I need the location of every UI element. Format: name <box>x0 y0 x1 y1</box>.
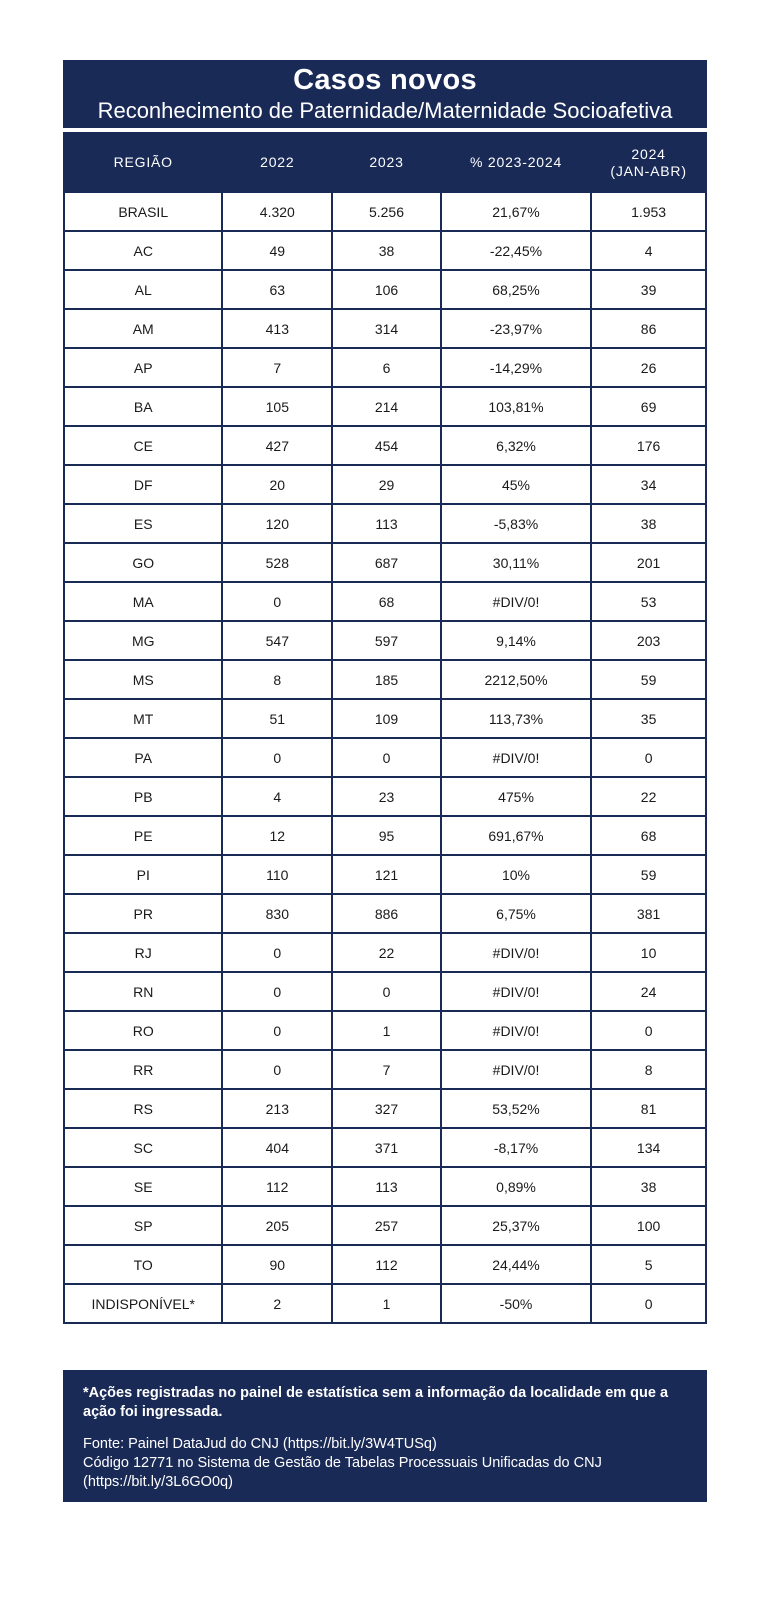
cases-table <box>63 132 707 1324</box>
cell-2023: 454 <box>332 426 441 465</box>
cell-percent-change: #DIV/0! <box>441 1011 591 1050</box>
cell-2024: 24 <box>591 972 706 1011</box>
cell-2022: 205 <box>222 1206 332 1245</box>
cell-2022: 8 <box>222 660 332 699</box>
cell-2024: 38 <box>591 504 706 543</box>
footnote-text: *Ações registradas no painel de estatística sem a informação da localidade em que a ação foi ingressada. <box>83 1385 669 1420</box>
table-row <box>64 972 706 1011</box>
cell-percent-change: #DIV/0! <box>441 972 591 1011</box>
data-table-container <box>63 132 707 1324</box>
cell-2024: 35 <box>591 699 706 738</box>
cell-2023: 1 <box>332 1284 441 1323</box>
cell-region: SC <box>64 1128 222 1167</box>
cell-2023: 327 <box>332 1089 441 1128</box>
cell-2023: 95 <box>332 816 441 855</box>
table-row <box>64 1089 706 1128</box>
cell-2022: 49 <box>222 231 332 270</box>
table-row <box>64 621 706 660</box>
table-row <box>64 1050 706 1089</box>
cell-region: SP <box>64 1206 222 1245</box>
table-row <box>64 1284 706 1323</box>
cell-region: RS <box>64 1089 222 1128</box>
cell-2023: 22 <box>332 933 441 972</box>
cell-2024: 203 <box>591 621 706 660</box>
table-row <box>64 855 706 894</box>
cell-region: MS <box>64 660 222 699</box>
cell-2022: 0 <box>222 972 332 1011</box>
cell-percent-change: 53,52% <box>441 1089 591 1128</box>
cell-percent-change: 6,32% <box>441 426 591 465</box>
table-row <box>64 309 706 348</box>
cell-2024: 0 <box>591 1284 706 1323</box>
cell-2024: 81 <box>591 1089 706 1128</box>
cell-2023: 7 <box>332 1050 441 1089</box>
cell-percent-change: -14,29% <box>441 348 591 387</box>
title-banner <box>63 60 707 128</box>
table-row <box>64 660 706 699</box>
cell-2022: 12 <box>222 816 332 855</box>
cell-2022: 120 <box>222 504 332 543</box>
cell-percent-change: 475% <box>441 777 591 816</box>
header-2022: 2022 <box>222 133 332 192</box>
cell-2024: 26 <box>591 348 706 387</box>
cell-2023: 0 <box>332 738 441 777</box>
table-row <box>64 933 706 972</box>
cell-percent-change: 2212,50% <box>441 660 591 699</box>
cell-percent-change: 21,67% <box>441 192 591 231</box>
cell-percent-change: 9,14% <box>441 621 591 660</box>
cell-percent-change: -23,97% <box>441 309 591 348</box>
cell-region: RN <box>64 972 222 1011</box>
table-row <box>64 1245 706 1284</box>
cell-percent-change: 691,67% <box>441 816 591 855</box>
cell-2023: 38 <box>332 231 441 270</box>
sources <box>83 1435 689 1492</box>
cell-2022: 112 <box>222 1167 332 1206</box>
table-row <box>64 192 706 231</box>
cell-2023: 0 <box>332 972 441 1011</box>
cell-percent-change: 10% <box>441 855 591 894</box>
table-row <box>64 1167 706 1206</box>
table-row <box>64 699 706 738</box>
cell-2022: 110 <box>222 855 332 894</box>
cell-2024: 4 <box>591 231 706 270</box>
cell-2022: 105 <box>222 387 332 426</box>
cell-region: GO <box>64 543 222 582</box>
table-row <box>64 816 706 855</box>
cell-region: INDISPONÍVEL* <box>64 1284 222 1323</box>
cell-region: AC <box>64 231 222 270</box>
cell-percent-change: #DIV/0! <box>441 582 591 621</box>
cell-region: MA <box>64 582 222 621</box>
cell-region: MT <box>64 699 222 738</box>
table-row <box>64 504 706 543</box>
cell-percent-change: -22,45% <box>441 231 591 270</box>
table-row <box>64 1128 706 1167</box>
cell-2023: 5.256 <box>332 192 441 231</box>
table-row <box>64 543 706 582</box>
cell-2022: 0 <box>222 1011 332 1050</box>
cell-2022: 0 <box>222 738 332 777</box>
cell-percent-change: 30,11% <box>441 543 591 582</box>
table-row <box>64 894 706 933</box>
cell-region: PA <box>64 738 222 777</box>
cell-percent-change: 68,25% <box>441 270 591 309</box>
cell-2022: 4.320 <box>222 192 332 231</box>
cell-region: BA <box>64 387 222 426</box>
table-row <box>64 1011 706 1050</box>
table-row <box>64 426 706 465</box>
cell-percent-change: -8,17% <box>441 1128 591 1167</box>
cell-2023: 106 <box>332 270 441 309</box>
cell-2023: 6 <box>332 348 441 387</box>
cell-region: PI <box>64 855 222 894</box>
table-row <box>64 465 706 504</box>
cell-region: PB <box>64 777 222 816</box>
footer-notes <box>63 1370 707 1502</box>
cell-2023: 314 <box>332 309 441 348</box>
cell-2022: 547 <box>222 621 332 660</box>
cell-2023: 113 <box>332 1167 441 1206</box>
cell-2023: 68 <box>332 582 441 621</box>
cell-2024: 86 <box>591 309 706 348</box>
table-row <box>64 387 706 426</box>
cell-percent-change: 25,37% <box>441 1206 591 1245</box>
table-body <box>64 192 706 1323</box>
cell-2024: 39 <box>591 270 706 309</box>
cell-2022: 2 <box>222 1284 332 1323</box>
cell-2023: 29 <box>332 465 441 504</box>
cell-region: RR <box>64 1050 222 1089</box>
cell-region: PE <box>64 816 222 855</box>
cell-percent-change: -50% <box>441 1284 591 1323</box>
cell-2024: 10 <box>591 933 706 972</box>
cell-2022: 213 <box>222 1089 332 1128</box>
cell-2024: 0 <box>591 738 706 777</box>
cell-2024: 68 <box>591 816 706 855</box>
cell-region: DF <box>64 465 222 504</box>
cell-2023: 23 <box>332 777 441 816</box>
cell-2024: 100 <box>591 1206 706 1245</box>
cell-2023: 113 <box>332 504 441 543</box>
cell-region: BRASIL <box>64 192 222 231</box>
cell-percent-change: 103,81% <box>441 387 591 426</box>
cell-2023: 112 <box>332 1245 441 1284</box>
cell-percent-change: 45% <box>441 465 591 504</box>
cell-2022: 427 <box>222 426 332 465</box>
cell-2024: 59 <box>591 660 706 699</box>
table-row <box>64 582 706 621</box>
cell-2023: 109 <box>332 699 441 738</box>
cell-2023: 371 <box>332 1128 441 1167</box>
cell-2024: 22 <box>591 777 706 816</box>
cell-2022: 830 <box>222 894 332 933</box>
cell-2022: 63 <box>222 270 332 309</box>
cell-2023: 257 <box>332 1206 441 1245</box>
table-row <box>64 270 706 309</box>
table-row <box>64 1206 706 1245</box>
header-region: REGIÃO <box>64 133 222 192</box>
cell-2024: 201 <box>591 543 706 582</box>
cell-2023: 597 <box>332 621 441 660</box>
cell-2022: 4 <box>222 777 332 816</box>
cell-percent-change: 0,89% <box>441 1167 591 1206</box>
cell-percent-change: #DIV/0! <box>441 1050 591 1089</box>
cell-2023: 121 <box>332 855 441 894</box>
table-row <box>64 777 706 816</box>
cell-2024: 59 <box>591 855 706 894</box>
cell-2022: 51 <box>222 699 332 738</box>
table-row <box>64 738 706 777</box>
cell-percent-change: 6,75% <box>441 894 591 933</box>
cell-percent-change: 24,44% <box>441 1245 591 1284</box>
source-line: (https://bit.ly/3L6GO0q) <box>83 1474 233 1490</box>
cell-2024: 38 <box>591 1167 706 1206</box>
cell-2022: 0 <box>222 933 332 972</box>
cell-2022: 90 <box>222 1245 332 1284</box>
cell-percent-change: 113,73% <box>441 699 591 738</box>
cell-region: RO <box>64 1011 222 1050</box>
cell-2022: 413 <box>222 309 332 348</box>
cell-region: CE <box>64 426 222 465</box>
cell-2023: 185 <box>332 660 441 699</box>
cell-region: AP <box>64 348 222 387</box>
cell-2024: 0 <box>591 1011 706 1050</box>
header-percent-change: % 2023-2024 <box>441 133 591 192</box>
cell-percent-change: #DIV/0! <box>441 933 591 972</box>
cell-2022: 20 <box>222 465 332 504</box>
cell-2022: 0 <box>222 582 332 621</box>
cell-2023: 687 <box>332 543 441 582</box>
cell-2024: 134 <box>591 1128 706 1167</box>
cell-percent-change: #DIV/0! <box>441 738 591 777</box>
cell-region: SE <box>64 1167 222 1206</box>
cell-2024: 176 <box>591 426 706 465</box>
source-line: Fonte: Painel DataJud do CNJ (https://bit.ly/3W4TUSq) <box>83 1436 437 1452</box>
cell-region: AM <box>64 309 222 348</box>
cell-region: AL <box>64 270 222 309</box>
cell-2023: 886 <box>332 894 441 933</box>
page-title: Casos novos <box>293 64 477 96</box>
page-subtitle: Reconhecimento de Paternidade/Maternidade Socioafetiva <box>97 98 673 123</box>
header-2023: 2023 <box>332 133 441 192</box>
cell-region: MG <box>64 621 222 660</box>
cell-percent-change: -5,83% <box>441 504 591 543</box>
cell-2022: 0 <box>222 1050 332 1089</box>
cell-region: RJ <box>64 933 222 972</box>
header-row <box>64 133 706 192</box>
table-header <box>64 133 706 192</box>
cell-2023: 214 <box>332 387 441 426</box>
cell-2024: 381 <box>591 894 706 933</box>
source-line: Código 12771 no Sistema de Gestão de Tabelas Processuais Unificadas do CNJ <box>83 1455 602 1471</box>
cell-2022: 7 <box>222 348 332 387</box>
cell-2024: 53 <box>591 582 706 621</box>
header-2024-jan-abr: 2024 (JAN-ABR) <box>591 133 706 192</box>
cell-2024: 69 <box>591 387 706 426</box>
cell-region: TO <box>64 1245 222 1284</box>
cell-2022: 528 <box>222 543 332 582</box>
cell-2024: 5 <box>591 1245 706 1284</box>
cell-2024: 1.953 <box>591 192 706 231</box>
cell-2024: 34 <box>591 465 706 504</box>
table-row <box>64 231 706 270</box>
cell-2023: 1 <box>332 1011 441 1050</box>
cell-2022: 404 <box>222 1128 332 1167</box>
cell-region: ES <box>64 504 222 543</box>
cell-2024: 8 <box>591 1050 706 1089</box>
cell-region: PR <box>64 894 222 933</box>
table-row <box>64 348 706 387</box>
